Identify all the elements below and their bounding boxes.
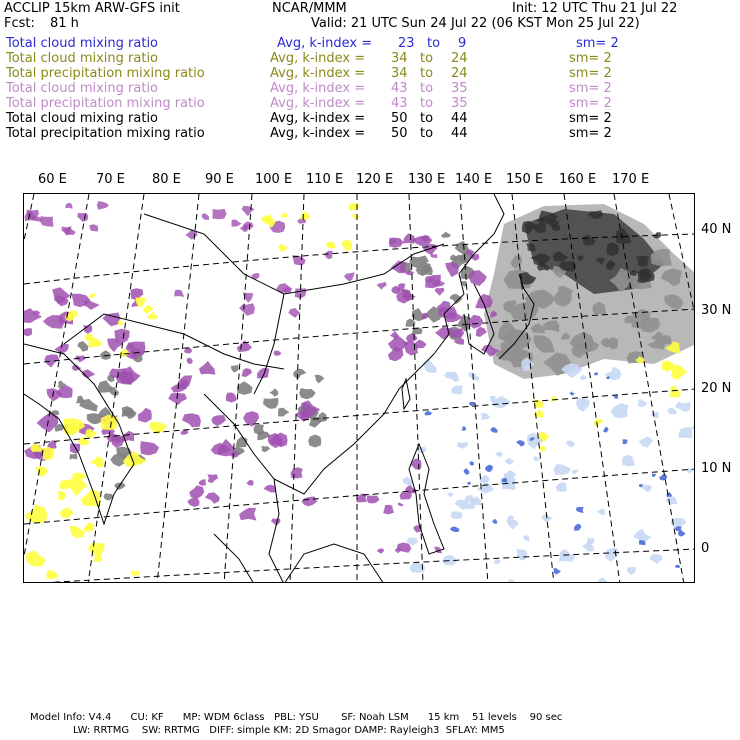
low-cloud-patch — [480, 475, 490, 483]
upper-cloud-patch — [475, 294, 493, 309]
legend-k-to: 24 — [451, 66, 468, 81]
mid-cloud-patch — [90, 456, 105, 468]
legend-field-name: Total precipitation mixing ratio — [6, 126, 205, 141]
upper-cloud-patch — [395, 548, 402, 553]
mid-cloud-patch — [278, 243, 288, 252]
upper-cloud-patch — [445, 262, 458, 277]
legend-k-from: 50 — [391, 111, 408, 126]
low-cloud-core — [516, 440, 525, 446]
upper-cloud-patch — [389, 238, 396, 244]
low-cloud-patch — [576, 398, 589, 412]
high-cloud-patch — [237, 381, 252, 395]
upper-cloud-patch — [77, 213, 88, 222]
low-cloud-patch — [587, 538, 594, 544]
legend-field-name: Total cloud mixing ratio — [6, 51, 159, 66]
low-cloud-patch — [571, 470, 578, 475]
legend-k-from: 34 — [391, 66, 408, 81]
high-cloud-patch — [269, 388, 278, 396]
upper-cloud-patch — [97, 201, 109, 210]
legend-k-from: 43 — [391, 81, 408, 96]
map-canvas — [24, 194, 695, 583]
upper-cloud-patch — [240, 224, 248, 232]
legend-smoothing: sm= 2 — [569, 96, 612, 111]
low-cloud-core — [574, 524, 581, 531]
longitude-label: 130 E — [408, 172, 446, 187]
low-cloud-patch — [523, 535, 529, 541]
upper-cloud-patch — [182, 413, 201, 427]
low-cloud-patch — [627, 567, 636, 575]
low-cloud-patch — [650, 412, 659, 419]
low-cloud-patch — [444, 372, 456, 380]
upper-cloud-patch — [247, 480, 254, 486]
high-cloud-patch — [87, 413, 103, 424]
upper-cloud-patch — [24, 328, 32, 336]
low-cloud-patch — [481, 413, 491, 420]
low-cloud-patch — [566, 441, 575, 448]
upper-cloud-patch — [438, 307, 457, 319]
mid-cloud-patch — [26, 550, 46, 566]
high-cloud-patch — [77, 341, 88, 352]
mid-cloud-patch — [85, 334, 94, 342]
mid-cloud-patch — [130, 570, 140, 576]
upper-cloud-patch — [199, 361, 215, 375]
upper-cloud-patch — [24, 308, 42, 323]
low-cloud-patch — [605, 548, 619, 562]
latitude-label: 30 N — [701, 303, 732, 318]
legend-avg-label: Avg, k-index = — [270, 96, 366, 111]
high-cloud-patch — [278, 408, 289, 417]
low-cloud-patch — [495, 451, 503, 457]
upper-cloud-patch — [187, 498, 199, 507]
mid-cloud-patch — [30, 444, 43, 453]
low-cloud-patch — [639, 436, 654, 447]
mid-cloud-patch — [84, 523, 95, 532]
upper-cloud-patch — [430, 254, 437, 259]
legend-avg-label: Avg, k-index = — [277, 36, 373, 51]
low-cloud-patch — [534, 456, 541, 461]
mid-cloud-patch — [669, 385, 680, 398]
upper-cloud-patch — [414, 340, 426, 349]
high-cloud-patch — [261, 446, 270, 452]
latitude-label: 0 — [701, 541, 710, 556]
high-cloud-patch — [98, 380, 113, 393]
legend-avg-label: Avg, k-index = — [270, 66, 366, 81]
low-cloud-core — [467, 482, 471, 485]
upper-cloud-patch — [140, 441, 159, 455]
high-cloud-patch — [441, 232, 451, 238]
low-cloud-patch — [494, 560, 500, 564]
mid-cloud-patch — [57, 490, 67, 500]
mid-cloud-patch — [540, 446, 546, 451]
upper-cloud-patch — [367, 496, 380, 504]
mid-cloud-patch — [85, 429, 98, 438]
legend-smoothing: sm= 2 — [569, 81, 612, 96]
low-cloud-patch — [556, 482, 567, 492]
longitude-label: 150 E — [506, 172, 544, 187]
low-cloud-core — [464, 468, 470, 475]
longitude-label: 110 E — [306, 172, 344, 187]
upper-cloud-patch — [174, 290, 184, 297]
upper-cloud-patch — [376, 282, 386, 290]
high-cloud-patch — [114, 482, 125, 490]
upper-cloud-patch — [70, 443, 80, 454]
longitude-label: 100 E — [255, 172, 293, 187]
mid-cloud-patch — [136, 298, 146, 308]
low-cloud-core — [485, 465, 493, 473]
legend-k-to: 9 — [458, 36, 467, 51]
legend-smoothing: sm= 2 — [569, 66, 612, 81]
low-cloud-core — [553, 568, 561, 574]
upper-cloud-patch — [40, 216, 54, 227]
low-cloud-core — [659, 474, 667, 481]
low-cloud-patch — [451, 386, 462, 395]
upper-cloud-patch — [207, 474, 218, 483]
upper-cloud-patch — [211, 415, 226, 426]
legend-to: to — [420, 66, 434, 81]
legend-field-name: Total cloud mixing ratio — [6, 81, 159, 96]
legend-to: to — [427, 36, 441, 51]
upper-cloud-patch — [324, 251, 333, 259]
upper-cloud-patch — [199, 479, 207, 486]
mid-cloud-patch — [342, 240, 353, 252]
model-title: ACCLIP 15km ARW-GFS init — [4, 1, 180, 16]
low-cloud-patch — [675, 402, 691, 412]
upper-cloud-patch — [65, 203, 73, 209]
longitude-label: 60 E — [38, 172, 67, 187]
high-cloud-core — [526, 243, 535, 251]
mid-cloud-patch — [60, 507, 74, 519]
upper-cloud-patch — [242, 206, 255, 216]
upper-cloud-patch — [274, 351, 282, 356]
low-cloud-core — [462, 426, 467, 431]
legend-to: to — [420, 111, 434, 126]
high-cloud-patch — [308, 435, 321, 448]
low-cloud-core — [613, 395, 618, 398]
upper-cloud-patch — [205, 492, 220, 503]
upper-cloud-patch — [89, 224, 98, 231]
upper-cloud-patch — [400, 492, 412, 500]
upper-cloud-patch — [291, 467, 303, 478]
mid-cloud-patch — [88, 543, 105, 558]
legend-k-from: 23 — [398, 36, 415, 51]
low-cloud-patch — [409, 562, 425, 573]
legend-avg-label: Avg, k-index = — [270, 111, 366, 126]
org-label: NCAR/MMM — [272, 1, 347, 16]
high-cloud-patch — [236, 436, 248, 448]
mid-cloud-patch — [326, 242, 336, 249]
low-cloud-patch — [424, 360, 437, 373]
latitude-label: 40 N — [701, 222, 732, 237]
high-cloud-patch — [79, 399, 98, 412]
legend-avg-label: Avg, k-index = — [270, 81, 366, 96]
legend-smoothing: sm= 2 — [569, 51, 612, 66]
legend-avg-label: Avg, k-index = — [270, 51, 366, 66]
mid-cloud-patch — [36, 467, 48, 478]
legend-field-name: Total cloud mixing ratio — [6, 36, 159, 51]
legend-k-to: 44 — [451, 126, 468, 141]
low-cloud-core — [603, 427, 608, 433]
mid-cloud-patch — [550, 396, 556, 402]
low-cloud-patch — [596, 509, 605, 515]
longitude-label: 160 E — [559, 172, 597, 187]
forecast-label: Fcst: — [4, 16, 35, 31]
map-panel — [23, 193, 695, 583]
low-cloud-patch — [455, 500, 469, 510]
longitude-label: 80 E — [152, 172, 181, 187]
longitude-label: 120 E — [356, 172, 394, 187]
low-cloud-core — [450, 527, 460, 533]
low-cloud-core — [470, 461, 474, 466]
low-cloud-patch — [504, 458, 514, 465]
high-cloud-patch — [100, 350, 112, 360]
longitude-line — [157, 194, 199, 583]
low-cloud-patch — [667, 407, 677, 414]
low-cloud-patch — [638, 399, 648, 407]
legend-k-from: 34 — [391, 51, 408, 66]
upper-cloud-patch — [403, 233, 416, 243]
mid-cloud-patch — [46, 570, 58, 579]
low-cloud-patch — [649, 554, 662, 564]
low-cloud-patch — [580, 375, 588, 380]
upper-cloud-patch — [237, 340, 252, 352]
high-cloud-patch — [121, 406, 134, 417]
mid-cloud-patch — [118, 321, 123, 325]
low-cloud-core — [576, 507, 584, 513]
upper-cloud-patch — [398, 503, 404, 507]
low-cloud-core — [594, 372, 598, 375]
mid-cloud-patch — [352, 214, 359, 220]
upper-cloud-patch — [301, 400, 320, 419]
mid-cloud-patch — [89, 293, 95, 298]
mid-cloud-patch — [594, 419, 603, 426]
physics-info-line: LW: RRTMG SW: RRTMG DIFF: simple KM: 2D Smagor DAMP: Rayleigh3 SFLAY: MM5 — [73, 725, 505, 736]
low-cloud-patch — [678, 427, 692, 438]
legend-to: to — [420, 81, 434, 96]
low-cloud-core — [569, 391, 575, 395]
longitude-line — [409, 194, 423, 583]
mid-cloud-patch — [66, 477, 87, 497]
low-cloud-patch — [507, 515, 514, 524]
valid-time: Valid: 21 UTC Sun 24 Jul 22 (06 KST Mon 25 Jul 22) — [311, 16, 640, 31]
low-cloud-patch — [622, 455, 635, 467]
longitude-label: 90 E — [205, 172, 234, 187]
upper-cloud-patch — [288, 308, 300, 318]
coastline — [284, 544, 384, 583]
upper-cloud-patch — [213, 209, 227, 219]
upper-cloud-patch — [241, 368, 252, 377]
legend-field-name: Total cloud mixing ratio — [6, 111, 159, 126]
legend-to: to — [420, 51, 434, 66]
mid-cloud-patch — [533, 409, 543, 418]
low-cloud-patch — [553, 464, 571, 475]
coastline — [402, 379, 410, 409]
low-cloud-patch — [541, 514, 553, 523]
upper-cloud-patch — [435, 288, 445, 296]
upper-cloud-patch — [377, 548, 384, 553]
legend-smoothing: sm= 2 — [576, 36, 619, 51]
low-cloud-patch — [611, 403, 629, 418]
forecast-hours: 81 h — [50, 16, 79, 31]
upper-cloud-patch — [257, 368, 269, 379]
legend-field-name: Total precipitation mixing ratio — [6, 96, 205, 111]
upper-cloud-patch — [263, 485, 275, 493]
upper-cloud-patch — [232, 220, 242, 227]
upper-cloud-patch — [301, 496, 317, 506]
low-cloud-core — [652, 474, 656, 478]
high-cloud-patch — [69, 454, 77, 460]
upper-cloud-patch — [271, 519, 281, 526]
high-cloud-patch — [315, 375, 325, 384]
low-cloud-core — [606, 376, 610, 379]
legend-to: to — [420, 126, 434, 141]
longitude-line — [24, 194, 89, 583]
legend-k-from: 43 — [391, 96, 408, 111]
mid-cloud-patch — [25, 505, 48, 523]
upper-cloud-patch — [202, 213, 209, 220]
mid-cloud-patch — [70, 526, 85, 538]
longitude-label: 170 E — [612, 172, 650, 187]
low-cloud-patch — [477, 482, 494, 494]
upper-cloud-patch — [239, 303, 255, 315]
latitude-line — [24, 549, 695, 583]
coastline — [254, 294, 284, 394]
upper-cloud-patch — [226, 393, 237, 403]
low-cloud-patch — [451, 512, 463, 519]
low-cloud-patch — [457, 442, 468, 449]
high-cloud-patch — [231, 365, 239, 373]
latitude-label: 10 N — [701, 461, 732, 476]
low-cloud-core — [675, 565, 680, 568]
legend-field-name: Total precipitation mixing ratio — [6, 66, 205, 81]
low-cloud-core — [425, 411, 433, 416]
mid-cloud-patch — [282, 213, 288, 218]
upper-cloud-patch — [187, 358, 193, 365]
high-cloud-patch — [293, 369, 306, 380]
legend-k-to: 35 — [451, 81, 468, 96]
legend-k-to: 44 — [451, 111, 468, 126]
longitude-line — [24, 194, 34, 583]
upper-cloud-patch — [189, 485, 204, 499]
legend-smoothing: sm= 2 — [569, 126, 612, 141]
coastline — [214, 534, 254, 583]
high-cloud-patch — [299, 388, 316, 399]
init-time: Init: 12 UTC Thu 21 Jul 22 — [512, 1, 678, 16]
upper-cloud-patch — [391, 261, 406, 274]
mid-cloud-patch — [42, 447, 55, 460]
low-cloud-core — [492, 519, 497, 524]
high-cloud-patch — [263, 398, 278, 409]
upper-cloud-patch — [239, 508, 257, 521]
latitude-label: 20 N — [701, 381, 732, 396]
legend-k-from: 50 — [391, 126, 408, 141]
low-cloud-core — [639, 540, 646, 545]
low-cloud-patch — [447, 492, 453, 497]
legend-k-to: 35 — [451, 96, 468, 111]
low-cloud-patch — [508, 579, 516, 583]
mid-cloud-patch — [69, 310, 78, 318]
low-cloud-core — [490, 427, 497, 433]
longitude-label: 140 E — [455, 172, 493, 187]
upper-cloud-patch — [138, 408, 152, 423]
legend-k-to: 24 — [451, 51, 468, 66]
low-cloud-patch — [665, 496, 677, 504]
legend-smoothing: sm= 2 — [569, 111, 612, 126]
longitude-label: 70 E — [96, 172, 125, 187]
coastline — [144, 214, 444, 294]
upper-cloud-patch — [476, 327, 487, 337]
upper-cloud-patch — [181, 430, 189, 435]
upper-cloud-patch — [406, 333, 418, 342]
low-cloud-core — [622, 439, 627, 444]
upper-cloud-patch — [383, 505, 394, 515]
legend-avg-label: Avg, k-index = — [270, 126, 366, 141]
low-cloud-patch — [597, 577, 608, 583]
upper-cloud-patch — [410, 458, 421, 469]
model-info-line: Model Info: V4.4 CU: KF MP: WDM 6class PBL: YSU SF: Noah LSM 15 km 51 levels 90 sec — [30, 712, 563, 723]
upper-cloud-patch — [344, 272, 355, 282]
legend-to: to — [420, 96, 434, 111]
upper-cloud-patch — [114, 329, 129, 344]
